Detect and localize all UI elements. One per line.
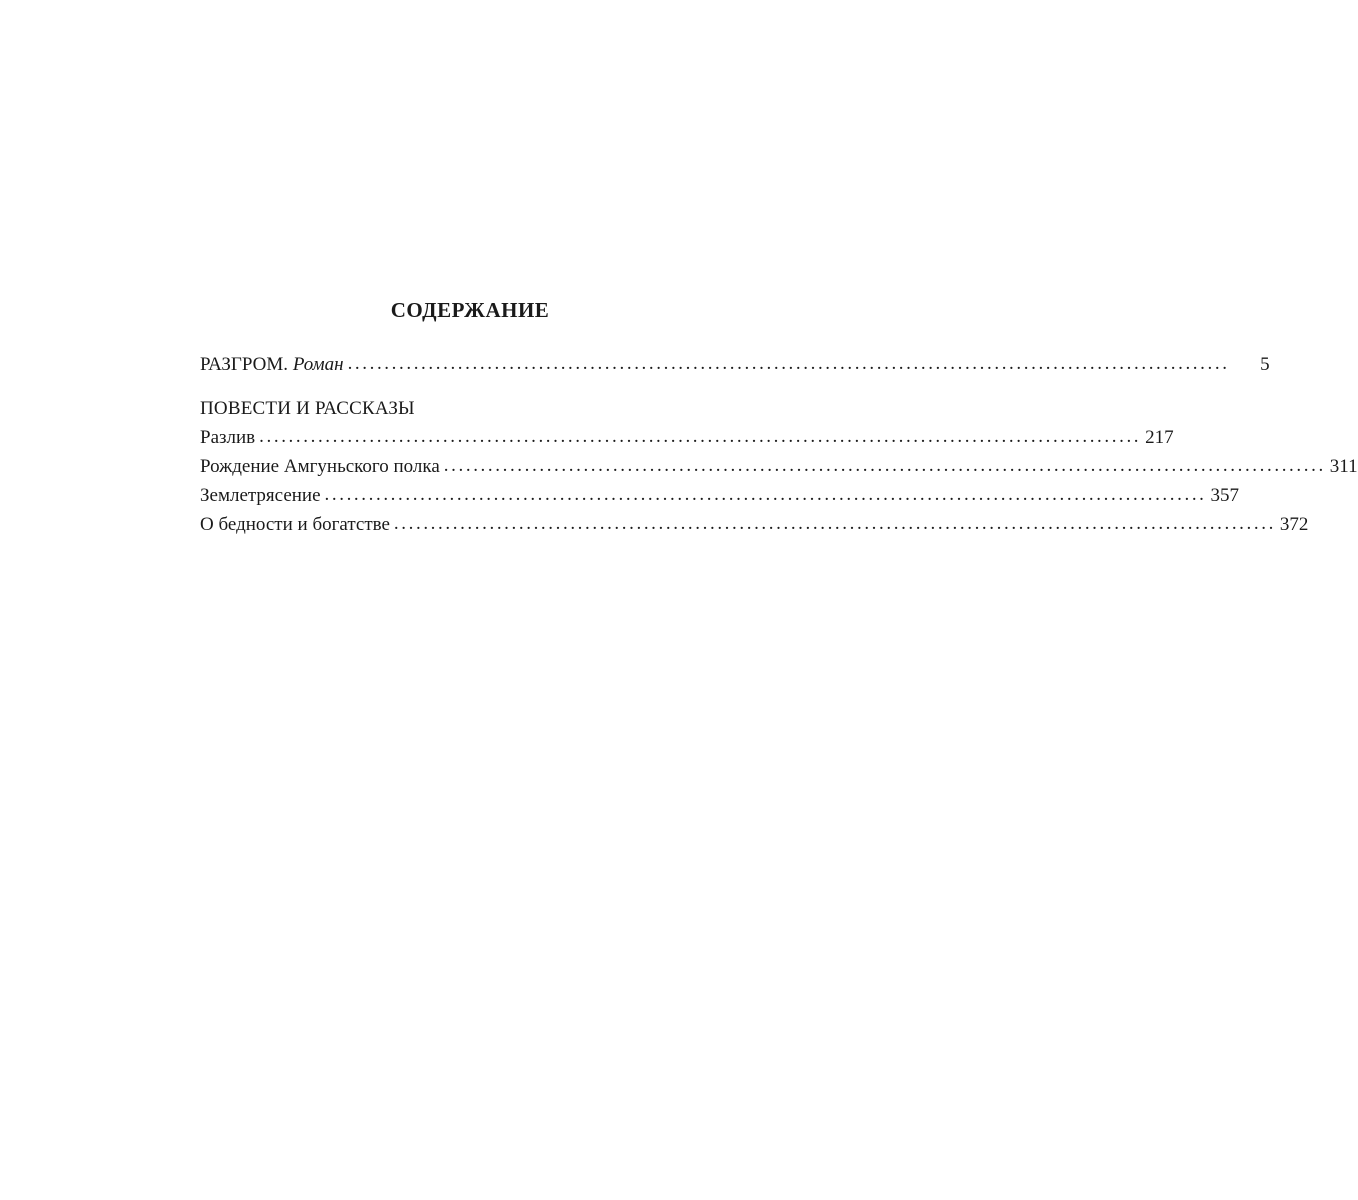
dot-leader: ........................................................................................................................ bbox=[443, 455, 1326, 476]
toc-entry[interactable] bbox=[200, 513, 1309, 542]
toc-entry-title: Рождение Амгуньского полка bbox=[200, 456, 440, 477]
toc-entry[interactable] bbox=[200, 455, 1358, 484]
toc-entry-label bbox=[200, 353, 344, 377]
dot-leader: ........................................................................................................................ bbox=[324, 484, 1207, 505]
toc-entry-title: Разлив bbox=[200, 427, 256, 448]
dot-leader: ........................................................................................................................ bbox=[259, 426, 1142, 447]
toc-entry-title: Землетрясение bbox=[200, 485, 321, 506]
toc-title: СОДЕРЖАНИЕ bbox=[390, 298, 550, 322]
dot-leader: ........................................................................................................................ bbox=[347, 353, 1230, 374]
toc-entry[interactable] bbox=[200, 426, 1174, 455]
toc-entry-page: 372 bbox=[1279, 514, 1309, 535]
toc-entry-page: 311 bbox=[1329, 456, 1358, 477]
toc-section-heading: ПОВЕСТИ И РАССКАЗЫ bbox=[200, 398, 415, 419]
toc-entry-subtitle: Роман bbox=[292, 354, 344, 375]
toc-entry-page: 5 bbox=[1260, 354, 1270, 375]
toc-entry-title: О бедности и богатстве bbox=[200, 514, 390, 535]
toc-entry[interactable] bbox=[200, 484, 1240, 513]
toc-entry-razgrom[interactable] bbox=[200, 353, 1270, 382]
toc-entry-page: 217 bbox=[1145, 427, 1174, 448]
toc-entry-page: 357 bbox=[1210, 485, 1240, 506]
table-of-contents bbox=[200, 296, 1358, 542]
toc-entry-title: РАЗГРОМ. bbox=[200, 354, 289, 375]
dot-leader: ........................................................................................................................ bbox=[393, 513, 1276, 534]
